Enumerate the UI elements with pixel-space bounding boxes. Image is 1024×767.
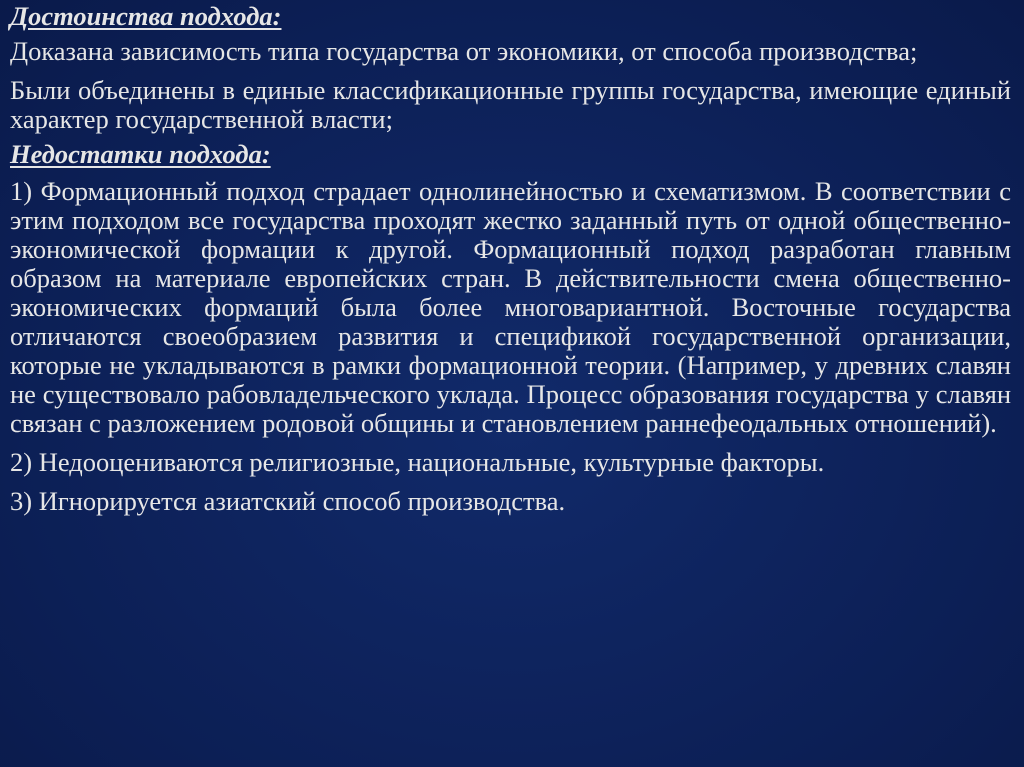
advantage-item-1: Доказана зависимость типа государства от экономики, от способа производства; (10, 36, 918, 66)
disadvantage-item-1: 1) Формационный подход страдает однолинейностью и схематизмом. В соответствии с этим подходом все государства проходят жестко заданный путь от одной общественно-экономической формации к другой. Формационный подход разработан главным образом на материале европейских стран. В действительности смена общественно-экономических формаций была более многовариантной. Восточные государства отличаются своеобразием развития и спецификой государственной организации, которые не укладываются в рамки формационной теории. (Например, у древних славян не существовало рабовладельческого уклада. Процесс образования государства у славян связан с разложением родовой общины и становлением раннефеодальных отношений). (10, 176, 1011, 438)
disadvantage-item-3: 3) Игнорируется азиатский способ производства. (10, 486, 566, 516)
advantages-heading: Достоинства подхода: (10, 1, 282, 31)
advantage-item-2: Были объединены в единые классификационные группы государства, имеющие единый характер государственной власти; (10, 75, 1011, 134)
disadvantages-heading: Недостатки подхода: (10, 139, 271, 169)
disadvantage-item-2: 2) Недооцениваются религиозные, национальные, культурные факторы. (10, 447, 825, 477)
